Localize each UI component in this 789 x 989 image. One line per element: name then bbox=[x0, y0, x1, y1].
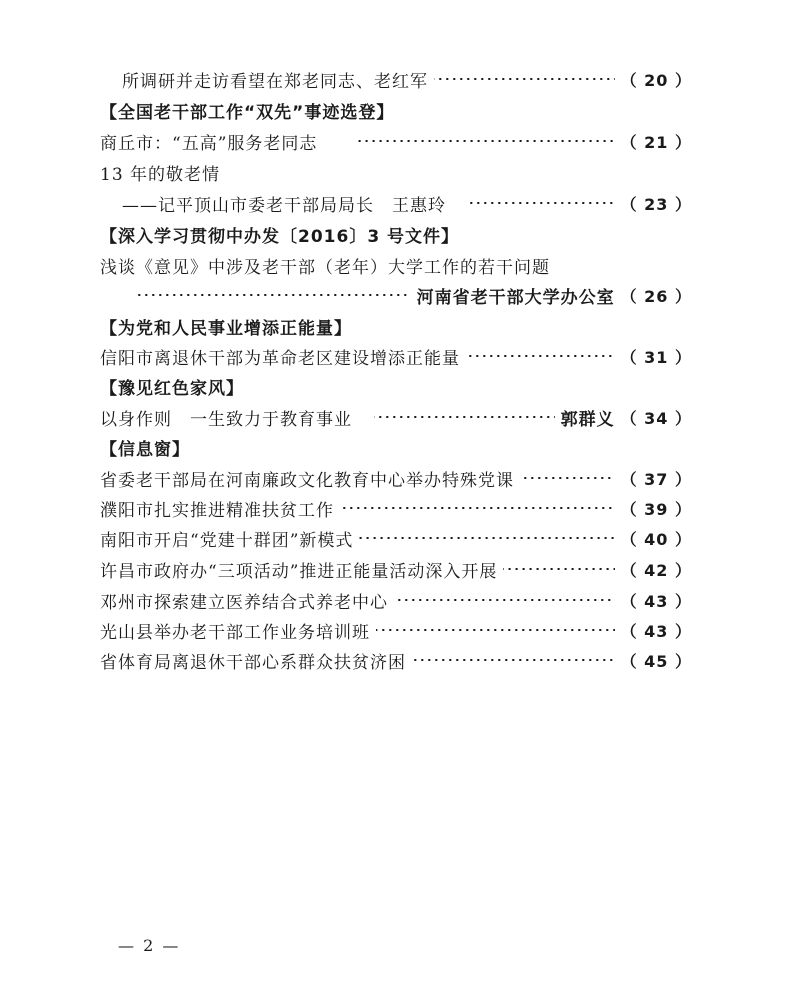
entry-page: （ 37 ） bbox=[620, 469, 692, 489]
toc-entry[interactable] bbox=[122, 190, 692, 216]
leader-dots bbox=[376, 629, 615, 631]
leader-dots bbox=[503, 568, 614, 570]
toc-entry[interactable] bbox=[100, 525, 692, 551]
entry-title: 许昌市政府办“三项活动”推进正能量活动深入开展 bbox=[100, 561, 498, 582]
entry-page: （ 43 ） bbox=[620, 591, 692, 611]
toc-entry[interactable] bbox=[100, 587, 692, 613]
leader-dots bbox=[357, 140, 614, 142]
entry-author: 郭群义 bbox=[560, 409, 615, 430]
section-heading bbox=[100, 434, 692, 460]
entry-title: 商丘市：“五高”服务老同志 bbox=[100, 133, 318, 154]
entry-page: （ 39 ） bbox=[620, 499, 692, 519]
page-folio: — 2 — bbox=[118, 936, 181, 955]
leader-dots bbox=[374, 416, 555, 418]
leader-dots bbox=[466, 355, 615, 357]
leader-dots bbox=[468, 202, 615, 204]
leader-dots bbox=[412, 659, 615, 661]
toc-entry-title-line[interactable] bbox=[100, 159, 692, 185]
entry-title: 以身作则 一生致力于教育事业 bbox=[100, 409, 352, 430]
leader-dots bbox=[520, 477, 615, 479]
entry-title: 省体育局离退休干部心系群众扶贫济困 bbox=[100, 652, 406, 673]
entry-page: （ 34 ） bbox=[620, 408, 692, 428]
toc-entry-title-line[interactable] bbox=[100, 252, 692, 278]
leader-dots bbox=[434, 78, 615, 80]
section-title: 【豫见红色家风】 bbox=[100, 378, 244, 399]
section-heading bbox=[100, 97, 692, 123]
section-heading bbox=[100, 221, 692, 247]
toc-entry[interactable] bbox=[100, 343, 692, 369]
toc-entry[interactable] bbox=[122, 66, 692, 92]
section-title: 【深入学习贯彻中办发〔2016〕3 号文件】 bbox=[100, 226, 460, 247]
entry-page: （ 42 ） bbox=[620, 560, 692, 580]
toc-entry[interactable] bbox=[134, 282, 692, 308]
entry-title: 所调研并走访看望在郑老同志、老红军 bbox=[122, 71, 428, 92]
section-title: 【全国老干部工作“双先”事迹选登】 bbox=[100, 102, 395, 123]
leader-dots bbox=[359, 537, 614, 539]
entry-title: 濮阳市扎实推进精准扶贫工作 bbox=[100, 500, 334, 521]
entry-page: （ 31 ） bbox=[620, 347, 692, 367]
leader-dots bbox=[134, 294, 411, 296]
section-heading bbox=[100, 313, 692, 339]
entry-title: 邓州市探索建立医养结合式养老中心 bbox=[100, 592, 388, 613]
entry-author: 河南省老干部大学办公室 bbox=[416, 287, 615, 308]
entry-page: （ 21 ） bbox=[620, 132, 692, 152]
entry-title: 光山县举办老干部工作业务培训班 bbox=[100, 622, 370, 643]
entry-subtitle: ——记平顶山市委老干部局局长 王惠玲 bbox=[122, 195, 446, 216]
entry-title: 南阳市开启“党建十群团”新模式 bbox=[100, 530, 354, 551]
entry-page: （ 45 ） bbox=[620, 651, 692, 671]
section-heading bbox=[100, 373, 692, 399]
entry-title: 省委老干部局在河南廉政文化教育中心举办特殊党课 bbox=[100, 470, 514, 491]
entry-page: （ 20 ） bbox=[620, 70, 692, 90]
entry-title: 浅谈《意见》中涉及老干部（老年）大学工作的若干问题 bbox=[100, 257, 550, 278]
leader-dots bbox=[394, 599, 615, 601]
entry-title: 13 年的敬老情 bbox=[100, 164, 221, 185]
toc-entry[interactable] bbox=[100, 404, 692, 430]
section-title: 【为党和人民事业增添正能量】 bbox=[100, 318, 352, 339]
toc-entry[interactable] bbox=[100, 128, 692, 154]
toc-entry[interactable] bbox=[100, 647, 692, 673]
toc-entry[interactable] bbox=[100, 617, 692, 643]
entry-page: （ 23 ） bbox=[620, 194, 692, 214]
entry-page: （ 26 ） bbox=[620, 286, 692, 306]
leader-dots bbox=[340, 507, 615, 509]
entry-page: （ 40 ） bbox=[620, 529, 692, 549]
toc-entry[interactable] bbox=[100, 465, 692, 491]
section-title: 【信息窗】 bbox=[100, 439, 190, 460]
toc-entry[interactable] bbox=[100, 556, 692, 582]
entry-title: 信阳市离退休干部为革命老区建设增添正能量 bbox=[100, 348, 460, 369]
entry-page: （ 43 ） bbox=[620, 621, 692, 641]
toc-entry[interactable] bbox=[100, 495, 692, 521]
